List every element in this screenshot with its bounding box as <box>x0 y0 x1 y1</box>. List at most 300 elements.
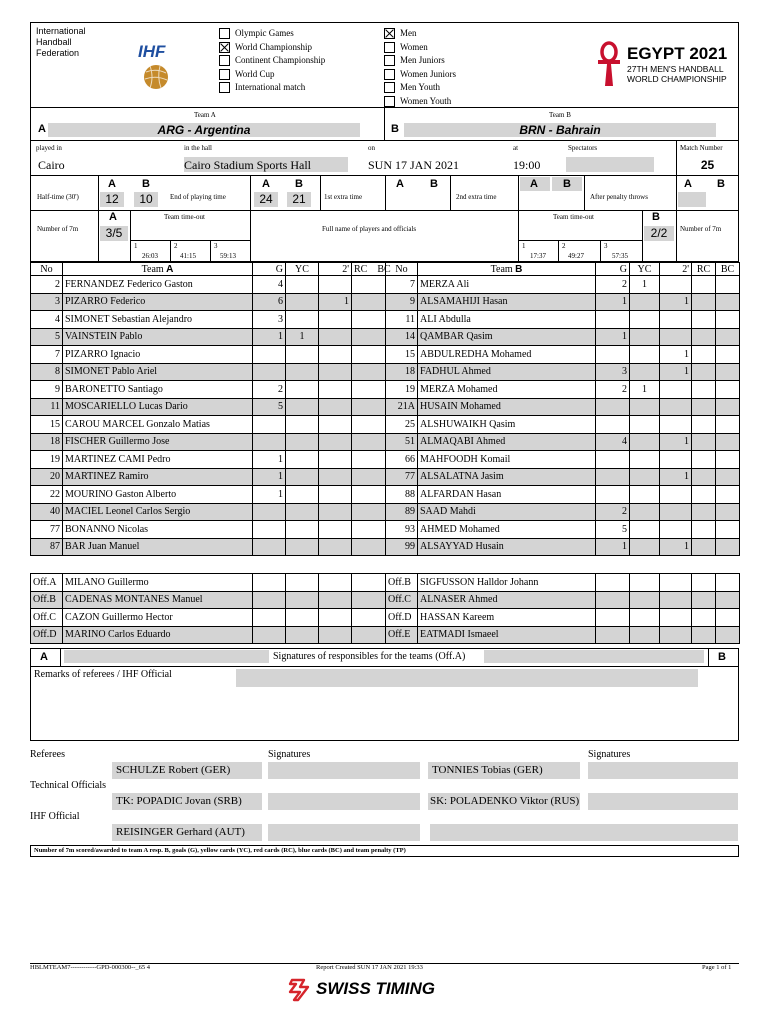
two-minute-cell <box>319 468 352 486</box>
two-minute-cell <box>660 521 692 539</box>
team-a-name: ARG - Argentina <box>48 123 360 137</box>
option-women[interactable]: Women <box>384 41 456 55</box>
yellow-card-cell: 1 <box>630 276 660 294</box>
penalty-b-letter: B <box>717 178 725 190</box>
goals-cell <box>253 521 286 539</box>
empty-cell <box>716 626 740 644</box>
goals-cell <box>253 363 286 381</box>
table-row <box>31 311 386 329</box>
penalty-a-box <box>678 192 706 207</box>
timeout-b-1-time: 17:37 <box>530 252 546 260</box>
option-women-youth[interactable]: Women Youth <box>384 95 456 109</box>
blue-card-cell <box>716 538 740 556</box>
table-row <box>31 468 386 486</box>
official-role: Off.A <box>31 574 63 592</box>
table-row <box>31 398 386 416</box>
player-name: FADHUL Ahmed <box>418 363 596 381</box>
empty-cell <box>716 609 740 627</box>
timeout-label-b: Team time-out <box>553 213 594 221</box>
timeout-a-2-num: 2 <box>174 242 178 250</box>
player-number: 20 <box>31 468 63 486</box>
empty-cell <box>253 574 286 592</box>
checkbox[interactable] <box>384 82 395 93</box>
two-minute-cell <box>319 416 352 434</box>
end-score-a: 24 <box>254 192 278 207</box>
timeout-b-2-time: 49:27 <box>568 252 584 260</box>
player-number: 89 <box>386 503 418 521</box>
checkbox[interactable] <box>384 55 395 66</box>
table-row <box>31 433 386 451</box>
blue-card-cell <box>716 468 740 486</box>
yellow-card-cell <box>286 398 319 416</box>
player-name: BAR Juan Manuel <box>63 538 253 556</box>
empty-cell <box>630 591 660 609</box>
player-name: ALFARDAN Hasan <box>418 486 596 504</box>
yellow-card-cell <box>630 328 660 346</box>
spectators-label: Spectators <box>568 144 598 152</box>
checkbox[interactable] <box>219 42 230 53</box>
two-minute-cell <box>319 398 352 416</box>
table-row <box>31 381 386 399</box>
checkbox[interactable] <box>219 69 230 80</box>
official-name: EATMADI Ismaeel <box>418 626 596 644</box>
yellow-card-cell: 1 <box>630 381 660 399</box>
player-name: ALMAQABI Ahmed <box>418 433 596 451</box>
yellow-card-cell <box>630 363 660 381</box>
player-name: ABDULREDHA Mohamed <box>418 346 596 364</box>
player-number: 21A <box>386 398 418 416</box>
signature-a-letter: A <box>40 651 48 663</box>
official-row <box>386 574 740 592</box>
table-row <box>31 363 386 381</box>
empty-cell <box>630 574 660 592</box>
empty-cell <box>319 574 352 592</box>
red-card-cell <box>692 293 716 311</box>
sevens-a-value: 3/5 <box>100 226 128 241</box>
goals-cell: 1 <box>253 486 286 504</box>
option-men[interactable]: Men <box>384 27 456 41</box>
yellow-card-cell <box>286 293 319 311</box>
two-minute-cell: 1 <box>319 293 352 311</box>
goals-cell <box>596 346 630 364</box>
table-row <box>386 346 740 364</box>
player-name: SIMONET Pablo Ariel <box>63 363 253 381</box>
red-card-cell <box>352 503 386 521</box>
header-rc-bc: RC BC <box>352 263 386 276</box>
goals-cell <box>596 468 630 486</box>
red-card-cell <box>352 538 386 556</box>
player-number: 4 <box>31 311 63 329</box>
official-row <box>386 591 740 609</box>
ihf-2-field <box>430 824 738 841</box>
competition-options <box>219 27 325 95</box>
table-row <box>386 311 740 329</box>
goals-cell <box>253 503 286 521</box>
official-name: CAZON Guillermo Hector <box>63 609 253 627</box>
red-card-cell <box>692 328 716 346</box>
player-name: MOURINO Gaston Alberto <box>63 486 253 504</box>
empty-cell <box>253 626 286 644</box>
player-number: 19 <box>386 381 418 399</box>
empty-cell <box>630 626 660 644</box>
header-bc: BC <box>716 263 740 276</box>
yellow-card-cell <box>286 521 319 539</box>
tech-2-signature[interactable] <box>588 793 738 810</box>
team-a-letter: A <box>38 123 46 135</box>
two-minute-cell: 1 <box>660 293 692 311</box>
header-two: 2' <box>319 263 352 276</box>
player-number: 19 <box>31 451 63 469</box>
table-row <box>386 416 740 434</box>
footer-right: Page 1 of 1 <box>702 964 732 971</box>
table-row <box>31 276 386 294</box>
official-name: CADENAS MONTANES Manuel <box>63 591 253 609</box>
table-row <box>386 328 740 346</box>
option-olympic-games[interactable]: Olympic Games <box>219 27 325 41</box>
goals-cell: 1 <box>253 468 286 486</box>
header-team-a: Team A <box>63 263 253 276</box>
referee-1-signature[interactable] <box>268 762 420 779</box>
table-row <box>31 346 386 364</box>
timeout-b-3-num: 3 <box>604 242 608 250</box>
roster-header <box>31 263 386 276</box>
header-yc: YC <box>630 263 660 276</box>
team-a-officials <box>30 573 386 644</box>
yellow-card-cell <box>286 538 319 556</box>
table-row <box>31 538 386 556</box>
player-number: 11 <box>31 398 63 416</box>
player-number: 22 <box>31 486 63 504</box>
table-row <box>386 276 740 294</box>
on-label: on <box>368 144 375 152</box>
header-g: G <box>253 263 286 276</box>
two-minute-cell: 1 <box>660 468 692 486</box>
yellow-card-cell <box>286 416 319 434</box>
player-number: 3 <box>31 293 63 311</box>
table-row <box>386 521 740 539</box>
table-row <box>31 293 386 311</box>
empty-cell <box>716 574 740 592</box>
red-card-cell <box>352 398 386 416</box>
sevens-b-letter: B <box>652 211 660 223</box>
goals-cell <box>596 486 630 504</box>
player-number: 2 <box>31 276 63 294</box>
checkbox[interactable] <box>384 42 395 53</box>
empty-cell <box>352 574 386 592</box>
player-name: ALSAYYAD Husain <box>418 538 596 556</box>
yellow-card-cell <box>286 451 319 469</box>
header-team-b: Team B <box>418 263 596 276</box>
table-row <box>31 521 386 539</box>
empty-cell <box>352 609 386 627</box>
player-name: FISCHER Guillermo Jose <box>63 433 253 451</box>
team-b-officials <box>385 573 740 644</box>
option-continent-championship[interactable]: Continent Championship <box>219 54 325 68</box>
timeout-b-2-num: 2 <box>562 242 566 250</box>
player-name: HUSAIN Mohamed <box>418 398 596 416</box>
yellow-card-cell <box>630 468 660 486</box>
official-row <box>31 574 386 592</box>
yellow-card-cell <box>286 381 319 399</box>
tech-official-2: SK: POLADENKO Viktor (RUS) <box>430 795 580 807</box>
two-minute-cell <box>660 328 692 346</box>
official-name: MILANO Guillermo <box>63 574 253 592</box>
player-number: 9 <box>386 293 418 311</box>
player-name: PIZARRO Ignacio <box>63 346 253 364</box>
swiss-timing-mark-icon <box>282 978 312 1002</box>
extra1-b-letter: B <box>430 178 438 190</box>
checkbox[interactable] <box>384 96 395 107</box>
yellow-card-cell <box>286 311 319 329</box>
official-role: Off.B <box>31 591 63 609</box>
blue-card-cell <box>716 451 740 469</box>
extra1-a-letter: A <box>396 178 404 190</box>
goals-cell: 2 <box>596 381 630 399</box>
event-name: EGYPT 2021 <box>627 44 728 63</box>
first-extra-time-label: 1st extra time <box>324 193 363 201</box>
table-row <box>386 381 740 399</box>
goals-cell: 1 <box>596 328 630 346</box>
player-number: 88 <box>386 486 418 504</box>
category-options <box>384 27 456 108</box>
signature-b-field[interactable] <box>484 650 704 663</box>
blue-card-cell <box>716 293 740 311</box>
player-name: CAROU MARCEL Gonzalo Matias <box>63 416 253 434</box>
player-name: SIMONET Sebastian Alejandro <box>63 311 253 329</box>
player-number: 66 <box>386 451 418 469</box>
red-card-cell <box>692 433 716 451</box>
goals-cell <box>253 538 286 556</box>
red-card-cell <box>692 416 716 434</box>
option-men-juniors[interactable]: Men Juniors <box>384 54 456 68</box>
yellow-card-cell <box>630 451 660 469</box>
swiss-timing-logo <box>282 976 492 1004</box>
player-number: 11 <box>386 311 418 329</box>
player-name: MACIEL Leonel Carlos Sergio <box>63 503 253 521</box>
player-number: 40 <box>31 503 63 521</box>
ihf-official-1: REISINGER Gerhard (AUT) <box>116 826 245 838</box>
red-card-cell <box>352 451 386 469</box>
two-minute-cell <box>319 486 352 504</box>
option-international-match[interactable]: International match <box>219 81 325 95</box>
blue-card-cell <box>716 503 740 521</box>
blue-card-cell <box>716 433 740 451</box>
player-number: 51 <box>386 433 418 451</box>
tech-officials-label: Technical Officials <box>30 780 107 791</box>
at-label: at <box>513 144 519 152</box>
empty-cell <box>660 591 692 609</box>
checkbox[interactable] <box>219 82 230 93</box>
timeout-a-3-num: 3 <box>214 242 218 250</box>
goals-cell: 1 <box>253 451 286 469</box>
ihf-1-signature[interactable] <box>268 824 420 841</box>
yellow-card-cell <box>286 503 319 521</box>
footnote: Number of 7m scored/awarded to team A resp. B, goals (G), yellow cards (YC), red cards (RC), blue cards (BC) and team penalty (TP) <box>34 847 406 854</box>
checkbox[interactable] <box>384 28 395 39</box>
end-a-letter: A <box>262 178 270 190</box>
goals-cell <box>596 451 630 469</box>
empty-cell <box>253 591 286 609</box>
empty-cell <box>253 609 286 627</box>
svg-text:IHF: IHF <box>138 42 166 61</box>
match-number-value: 25 <box>700 158 715 172</box>
player-name: MARTINEZ Ramiro <box>63 468 253 486</box>
checkbox[interactable] <box>384 69 395 80</box>
played-in-label: played in <box>36 144 62 152</box>
sevens-label-a: Number of 7m <box>37 225 79 233</box>
player-name: AHMED Mohamed <box>418 521 596 539</box>
two-minute-cell <box>319 503 352 521</box>
end-score-b: 21 <box>287 192 311 207</box>
player-number: 8 <box>31 363 63 381</box>
empty-cell <box>660 626 692 644</box>
timeout-b-1-num: 1 <box>522 242 526 250</box>
remarks-field[interactable] <box>236 669 698 687</box>
two-minute-cell <box>660 398 692 416</box>
header-no: No <box>31 263 63 276</box>
footer-center: Report Created SUN 17 JAN 2021 19:33 <box>316 964 423 971</box>
checkbox[interactable] <box>219 28 230 39</box>
empty-cell <box>319 591 352 609</box>
yellow-card-cell <box>286 363 319 381</box>
player-number: 25 <box>386 416 418 434</box>
player-name: MAHFOODH Komail <box>418 451 596 469</box>
red-card-cell <box>692 521 716 539</box>
goals-cell <box>253 416 286 434</box>
empty-cell <box>660 609 692 627</box>
two-minute-cell: 1 <box>660 346 692 364</box>
player-number: 7 <box>386 276 418 294</box>
player-number: 15 <box>31 416 63 434</box>
blue-card-cell <box>716 276 740 294</box>
red-card-cell <box>692 486 716 504</box>
goals-cell <box>596 311 630 329</box>
ihf-official-label: IHF Official <box>30 811 80 822</box>
blue-card-cell <box>716 328 740 346</box>
red-card-cell <box>352 486 386 504</box>
official-name: SIGFUSSON Halldor Johann <box>418 574 596 592</box>
table-row <box>386 363 740 381</box>
blue-card-cell <box>716 416 740 434</box>
half-time-label: Half-time (30') <box>37 193 79 201</box>
two-minute-cell <box>660 416 692 434</box>
empty-cell <box>716 591 740 609</box>
ankh-icon <box>596 42 622 88</box>
ihf-logo <box>136 40 172 96</box>
two-minute-cell: 1 <box>660 363 692 381</box>
signatures-label-1: Signatures <box>268 749 311 760</box>
option-world-championship[interactable]: World Championship <box>219 41 325 55</box>
team-b-roster <box>385 262 740 556</box>
goals-cell: 3 <box>596 363 630 381</box>
spectators-value <box>566 157 654 172</box>
red-card-cell <box>692 398 716 416</box>
red-card-cell <box>352 293 386 311</box>
player-number: 14 <box>386 328 418 346</box>
sevens-b-value: 2/2 <box>644 226 674 241</box>
empty-cell <box>692 626 716 644</box>
yellow-card-cell <box>630 293 660 311</box>
tech-1-signature[interactable] <box>268 793 420 810</box>
two-minute-cell <box>319 363 352 381</box>
blue-card-cell <box>716 398 740 416</box>
signatures-label-2: Signatures <box>588 749 631 760</box>
tech-official-1: TK: POPADIC Jovan (SRB) <box>116 795 242 807</box>
official-role: Off.D <box>386 609 418 627</box>
checkbox[interactable] <box>219 55 230 66</box>
hall-value: Cairo Stadium Sports Hall <box>184 158 311 172</box>
table-row <box>386 538 740 556</box>
player-name: FERNANDEZ Federico Gaston <box>63 276 253 294</box>
player-name: VAINSTEIN Pablo <box>63 328 253 346</box>
red-card-cell <box>352 363 386 381</box>
ht-a-letter: A <box>108 178 116 190</box>
two-minute-cell <box>660 486 692 504</box>
city-value: Cairo <box>38 158 65 172</box>
yellow-card-cell <box>630 433 660 451</box>
red-card-cell <box>692 311 716 329</box>
official-row <box>31 626 386 644</box>
yellow-card-cell <box>630 311 660 329</box>
player-number: 77 <box>386 468 418 486</box>
red-card-cell <box>692 381 716 399</box>
yellow-card-cell <box>286 276 319 294</box>
red-card-cell <box>352 468 386 486</box>
player-number: 77 <box>31 521 63 539</box>
player-number: 5 <box>31 328 63 346</box>
table-row <box>386 433 740 451</box>
player-number: 7 <box>31 346 63 364</box>
end-b-letter: B <box>295 178 303 190</box>
yellow-card-cell <box>630 486 660 504</box>
table-row <box>31 503 386 521</box>
red-card-cell <box>352 416 386 434</box>
goals-cell: 4 <box>253 276 286 294</box>
player-number: 99 <box>386 538 418 556</box>
referee-2: TONNIES Tobias (GER) <box>432 764 543 776</box>
goals-cell: 6 <box>253 293 286 311</box>
referee-2-signature[interactable] <box>588 762 738 779</box>
player-number: 87 <box>31 538 63 556</box>
player-name: BARONETTO Santiago <box>63 381 253 399</box>
goals-cell <box>596 416 630 434</box>
header-no: No <box>386 263 418 276</box>
red-card-cell <box>692 451 716 469</box>
option-women-juniors[interactable]: Women Juniors <box>384 68 456 82</box>
empty-cell <box>352 591 386 609</box>
names-label: Full name of players and officials <box>322 225 417 233</box>
empty-cell <box>319 626 352 644</box>
blue-card-cell <box>716 363 740 381</box>
player-name: MERZA Mohamed <box>418 381 596 399</box>
option-men-youth[interactable]: Men Youth <box>384 81 456 95</box>
time-value: 19:00 <box>513 158 541 172</box>
remarks-label: Remarks of referees / IHF Official <box>34 669 172 680</box>
timeout-a-3-time: 59:13 <box>220 252 236 260</box>
event-logo <box>596 42 736 90</box>
table-row <box>386 486 740 504</box>
table-row <box>386 503 740 521</box>
signature-a-field[interactable] <box>64 650 269 663</box>
red-card-cell <box>692 538 716 556</box>
option-world-cup[interactable]: World Cup <box>219 68 325 82</box>
official-name: HASSAN Kareem <box>418 609 596 627</box>
two-minute-cell <box>660 451 692 469</box>
extra2-a-letter: A <box>530 178 538 190</box>
player-number: 18 <box>386 363 418 381</box>
second-extra-time-label: 2nd extra time <box>456 193 497 201</box>
goals-cell: 5 <box>253 398 286 416</box>
